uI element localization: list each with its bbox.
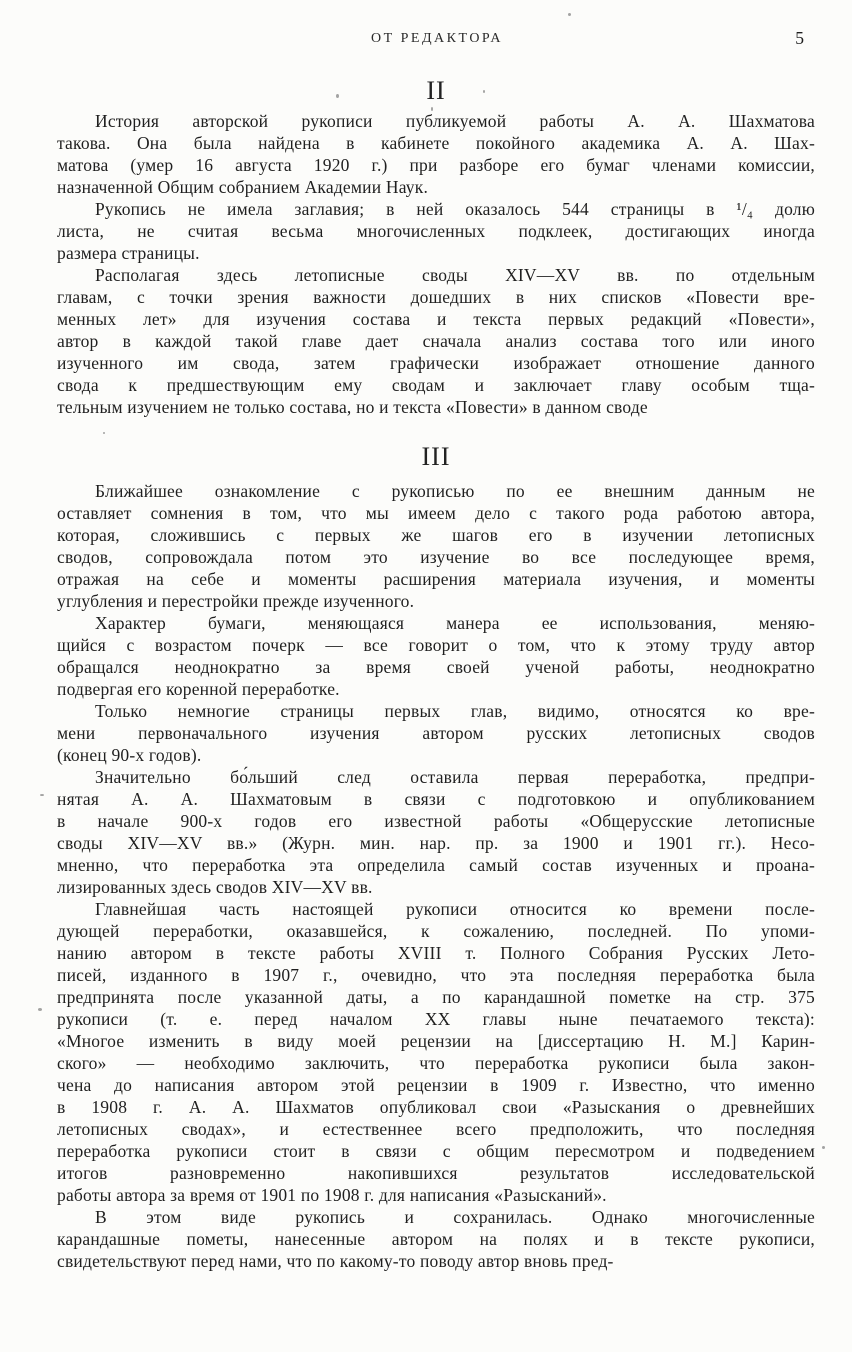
text-line: подвергая его коренной переработке. — [57, 679, 340, 699]
text-line: изученного им свода, затем графически изображает отношение данного — [57, 353, 815, 373]
text-line: свода к предшествующим ему сводам и заключает главу особым тща- — [57, 375, 815, 395]
text-line: чена до написания автором этой рецензии в 1909 г. Известно, что именно — [57, 1075, 815, 1095]
text-line: такова. Она была найдена в кабинете покойного академика А. А. Шах- — [57, 133, 815, 153]
text-line: мени первоначального изучения автором русских летописных сводов — [57, 723, 815, 743]
paragraph-iii-1 — [57, 480, 815, 612]
text-line: (конец 90-х годов). — [57, 745, 202, 765]
scan-speck — [568, 13, 571, 16]
text-line: рукописи (т. е. перед началом XX главы ныне печатаемого текста): — [57, 1009, 815, 1029]
text-line: работы автора за время от 1901 по 1908 г. для написания «Разысканий». — [57, 1185, 607, 1205]
text-line: оставляет сомнения в том, что мы имеем дело с такого рода работою автора, — [57, 503, 815, 523]
text-line: щийся с возрастом почерк — все говорит о том, что к этому труду автор — [57, 635, 815, 655]
text-line: свидетельствуют перед нами, что по какому-то поводу автор вновь пред- — [57, 1251, 614, 1271]
text-line: в 1908 г. А. А. Шахматов опубликовал свои «Разыскания о древнейших — [57, 1097, 815, 1117]
text-line: нанию автором в тексте работы XVIII т. Полного Собрания Русских Лето- — [57, 943, 815, 963]
text-line: лизированных здесь сводов XIV—XV вв. — [57, 877, 373, 897]
scan-speck — [103, 432, 105, 434]
paragraph-ii-1 — [57, 110, 815, 198]
text-line: В этом виде рукопись и сохранилась. Однако многочисленные — [95, 1207, 815, 1227]
text-line: сводов, сопровождала потом это изучение во все последующее время, — [57, 547, 815, 567]
scan-speck — [40, 794, 44, 796]
scan-speck — [336, 94, 339, 98]
text-line: писей, изданного в 1907 г., очевидно, что эта последняя переработка была — [57, 965, 815, 985]
paragraph-iii-3 — [57, 700, 815, 766]
page-content — [57, 76, 815, 1272]
scan-speck — [431, 107, 433, 111]
scan-speck — [38, 1008, 42, 1011]
text-line: размера страницы. — [57, 243, 200, 263]
text-line: которая, сложившись с первых же шагов его в изучении летописных — [57, 525, 815, 545]
text-line: менных лет» для изучения состава и текста первых редакций «Повести», — [57, 309, 815, 329]
text-line: Ближайшее ознакомление с рукописью по ее внешним данным не — [95, 481, 815, 501]
paragraph-ii-2 — [57, 198, 815, 264]
text-line: летописных сводах», и естественнее всего предположить, что последняя — [57, 1119, 815, 1139]
text-line: своды XIV—XV вв.» (Журн. мин. нар. пр. за 1900 и 1901 гг.). Несо- — [57, 833, 815, 853]
text-line: дующей переработки, оказавшейся, к сожалению, последней. По упоми- — [57, 921, 815, 941]
scan-speck — [483, 90, 485, 93]
section-heading-ii: II — [426, 76, 446, 105]
text-line: тельным изучением не только состава, но и текста «Повести» в данном своде — [57, 397, 648, 417]
text-line: Только немногие страницы первых глав, видимо, относятся ко вре- — [95, 701, 815, 721]
text-line: итогов разновременно накопившихся результатов исследовательской — [57, 1163, 815, 1183]
text-line: листа, не считая весьма многочисленных подклеек, достигающих иногда — [57, 221, 815, 241]
text-line: главам, с точки зрения важности дошедших в них списков «Повести вре- — [57, 287, 815, 307]
text-line: карандашные пометы, нанесенные автором на полях и в тексте рукописи, — [57, 1229, 815, 1249]
paragraph-ii-3 — [57, 264, 815, 418]
text-line: мненно, что переработка эта определила самый состав изученных и проана- — [57, 855, 815, 875]
text-line: Значительно бо́льший след оставила первая переработка, предпри- — [95, 767, 815, 787]
text-line: в начале 900-х годов его известной работы «Общерусские летописные — [57, 811, 815, 831]
text-line: Характер бумаги, меняющаяся манера ее использования, меняю- — [95, 613, 815, 633]
text-line: автор в каждой такой главе дает сначала анализ состава того или иного — [57, 331, 815, 351]
text-line: История авторской рукописи публикуемой работы А. А. Шахматова — [95, 111, 815, 131]
running-header — [57, 28, 817, 51]
text-line: ского» — необходимо заключить, что переработка рукописи была закон- — [57, 1053, 815, 1073]
text-line: предпринята после указанной даты, а по карандашной пометке на стр. 375 — [57, 987, 815, 1007]
text-line: нятая А. А. Шахматовым в связи с подготовкою и опубликованием — [57, 789, 815, 809]
text-line: обращался неоднократно за время своей ученой работы, неоднократно — [57, 657, 815, 677]
text-line: «Многое изменить в виду моей рецензии на [диссертацию Н. М.] Карин- — [57, 1031, 815, 1051]
text-line: матова (умер 16 августа 1920 г.) при разборе его бумаг членами комиссии, — [57, 155, 815, 175]
text-line: углубления и перестройки прежде изученного. — [57, 591, 415, 611]
page-number: 5 — [795, 28, 804, 48]
paragraph-iii-5 — [57, 898, 815, 1206]
text-line: назначенной Общим собранием Академии Наук. — [57, 177, 429, 197]
text-line: Располагая здесь летописные своды XIV—XV вв. по отдельным — [95, 265, 815, 285]
text-line: переработка рукописи стоит в связи с общим пересмотром и подведением — [57, 1141, 815, 1161]
header-title: ОТ РЕДАКТОРА — [370, 31, 504, 46]
text-line: отражая на себе и моменты расширения материала изучения, и моменты — [57, 569, 815, 589]
text-line: Рукопись не имела заглавия; в ней оказалось 544 страницы в ¹/₄ долю — [95, 199, 815, 219]
section-heading-iii: III — [421, 442, 451, 471]
paragraph-iii-2 — [57, 612, 815, 700]
paragraph-iii-4 — [57, 766, 815, 898]
scan-speck — [822, 1146, 825, 1149]
paragraph-iii-6 — [57, 1206, 815, 1272]
text-line: Главнейшая часть настоящей рукописи относится ко времени после- — [95, 899, 815, 919]
